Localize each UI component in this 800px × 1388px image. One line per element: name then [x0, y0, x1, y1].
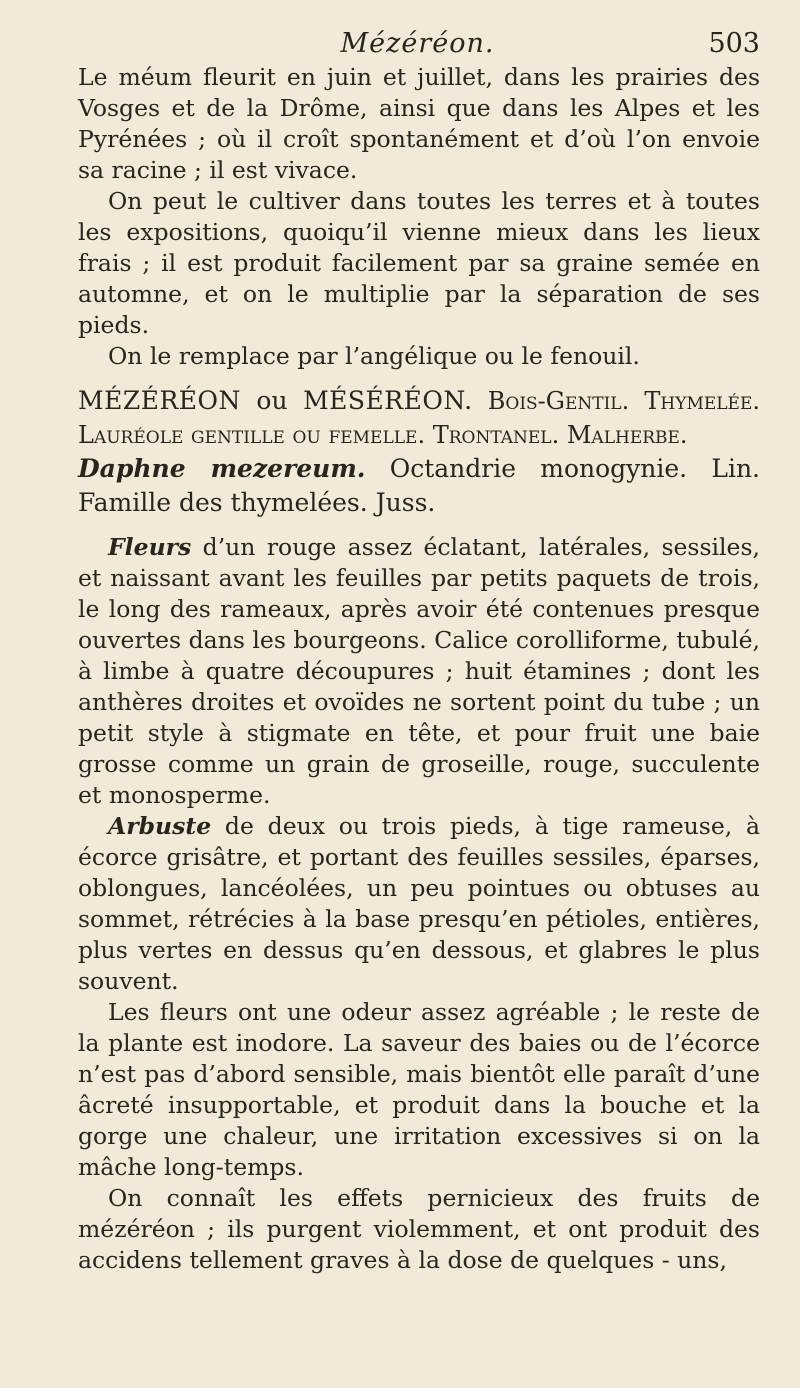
flowers-text: d’un rouge assez éclatant, latérales, sessiles, et naissant avant les feuilles par petits paquets de trois, le long des rameaux, après avoir été contenues presque ouvertes dans les bourgeons. Calice corolliforme, tubulé, à limbe à quatre découpures ; huit étamines ; dont les anthères droites et ovoïdes ne sortent point du tube ; un petit style à stigmate en tête, et pour fruit une baie grosse comme un grain de groseille, rouge, succulente et monosperme. [78, 533, 760, 809]
section-gap [78, 520, 760, 532]
flowers-label: Fleurs [108, 533, 192, 561]
paragraph-substitute: On le remplace par l’angélique ou le fenouil. [108, 342, 640, 370]
shrub-text: de deux ou trois pieds, à tige rameuse, à écorce grisâtre, et portant des feuilles sessiles, éparses, oblongues, lancéolées, un peu pointues ou obtuses au sommet, rétrécies à la base presqu’en pétioles, entières, plus vertes en dessus qu’en dessous, et glabres le plus souvent. [78, 812, 760, 995]
scientific-name: Daphne mezereum. [78, 454, 366, 483]
paragraph-shrub [78, 811, 760, 997]
paragraph-effects: On connaît les effets pernicieux des fruits de mézéréon ; ils purgent violemment, et ont produit des accidens tellement graves à la dose de quelques - uns, [78, 1184, 760, 1274]
paragraph-cultivation: On peut le cultiver dans toutes les terres et à toutes les expositions, quoiqu’il vienne mieux dans les lieux frais ; il est produit facilement par sa graine semée en automne, et on le multiplie par la séparation de ses pieds. [78, 187, 760, 339]
paragraph-flowers [78, 532, 760, 811]
entry-heading [78, 384, 760, 520]
entry-synonyms: Bois-Gentil. Thymelée. Lauréole gentille ou femelle. Trontanel. Malherbe. [78, 387, 761, 449]
entry-name-primary: MÉZÉRÉON [78, 386, 241, 415]
shrub-label: Arbuste [108, 812, 212, 840]
entry-name-or: ou [240, 386, 304, 415]
paragraph-meum-flowering: Le méum fleurit en juin et juillet, dans les prairies des Vosges et de la Drôme, ainsi que dans les Alpes et les Pyrénées ; où il croît spontanément et d’où l’on envoie sa racine ; il est vivace. [78, 63, 760, 184]
body-text [78, 62, 760, 1276]
entry-name-alternate: MÉSÉRÉON. [303, 386, 473, 415]
running-title: Mézéréon. [340, 28, 495, 59]
classification: Octandrie monogynie. Lin. Famille des thymelées. Juss. [78, 454, 760, 517]
page-number: 503 [708, 28, 760, 59]
paragraph-odor: Les fleurs ont une odeur assez agréable ; le reste de la plante est inodore. La saveur des baies ou de l’écorce n’est pas d’abord sensible, mais bientôt elle paraît d’une âcreté insupportable, et produit dans la bouche et la gorge une chaleur, une irritation excessives si on la mâche long-temps. [78, 998, 760, 1181]
